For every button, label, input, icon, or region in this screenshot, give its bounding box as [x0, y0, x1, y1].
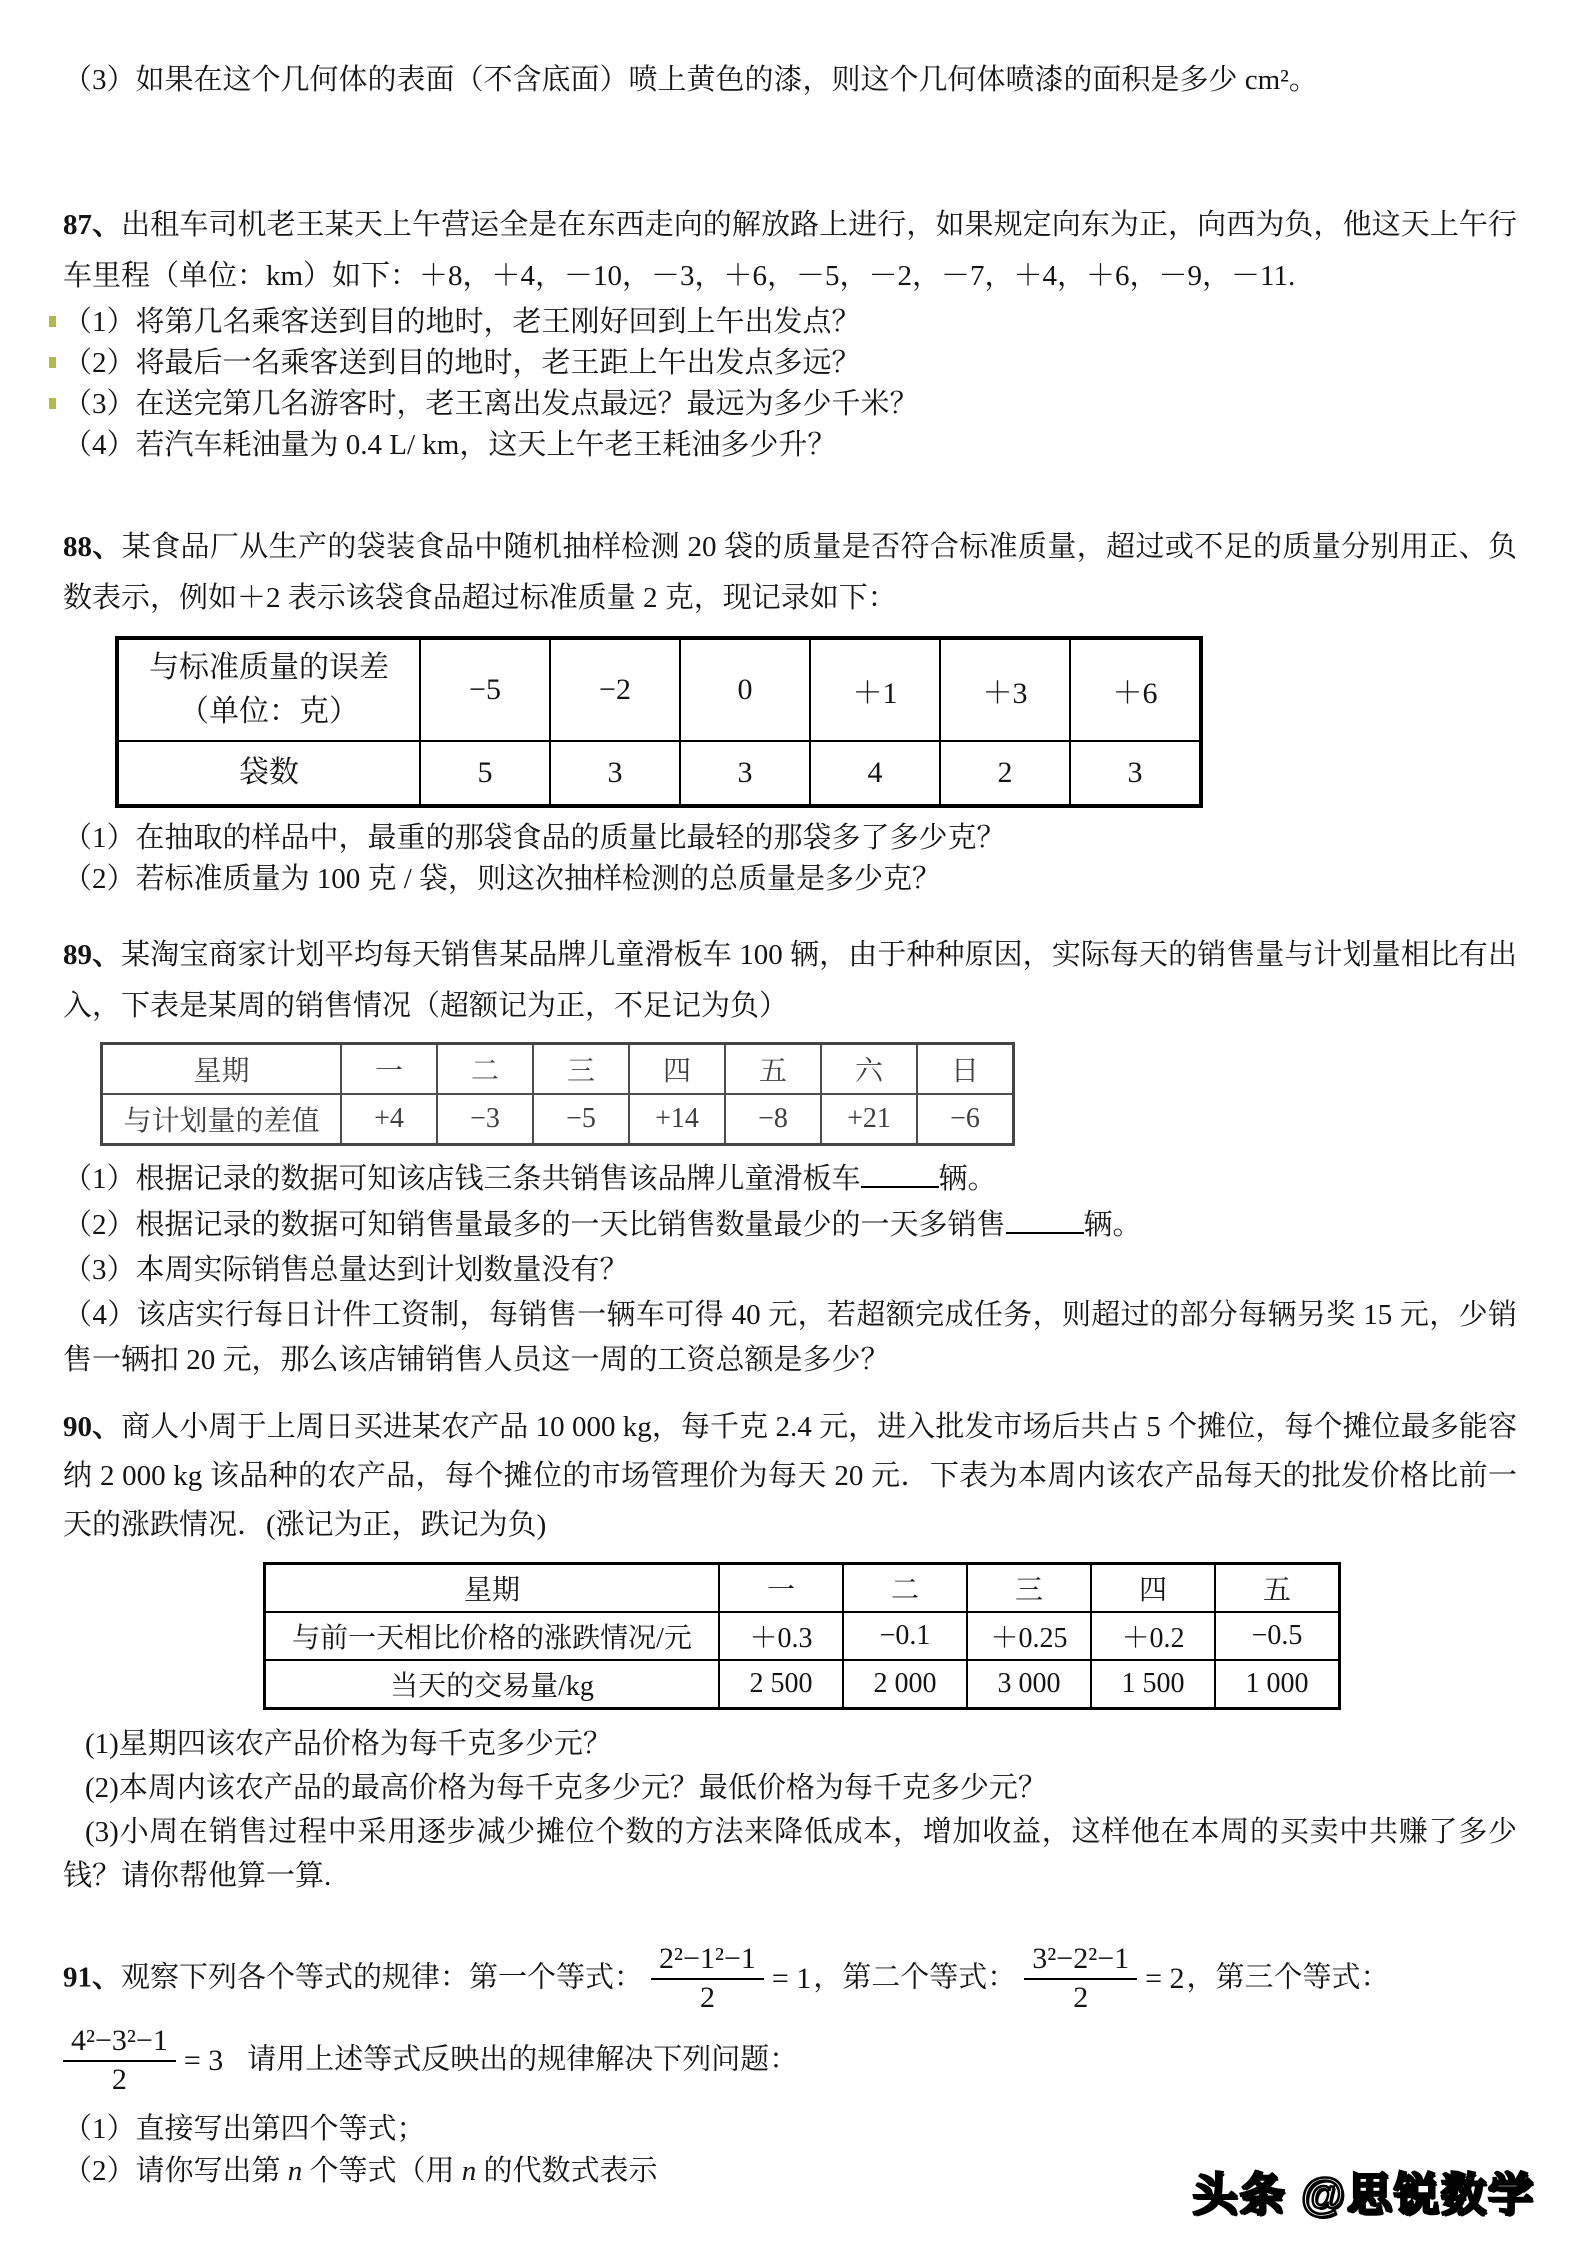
fraction-1-result: = 1 [771, 1961, 812, 1995]
table-cell: −5 [533, 1094, 629, 1145]
problem-89-q4 [63, 1293, 1517, 1383]
table-cell: 5 [420, 741, 550, 806]
problem-89 [63, 930, 1517, 1383]
fraction-1 [651, 1942, 764, 2014]
table-cell: 3 [680, 741, 810, 806]
fraction-2-numerator: 3²−2²−1 [1024, 1942, 1137, 1980]
problem-88-q1 [63, 818, 1517, 859]
problem-91-q2-part: （2）请你写出第 [63, 2155, 288, 2187]
table-cell: 3 [550, 741, 680, 806]
table-cell: +21 [821, 1094, 917, 1145]
table-cell: 3 000 [967, 1660, 1091, 1709]
problem-89-q4-text: （4）该店实行每日计件工资制，每销售一辆车可得 40 元，若超额完成任务，则超过的部分每辆另奖 15 元，少销售一辆扣 20 元，那么该店铺销售人员这一周的工资总额是多少？ [63, 1299, 1517, 1376]
problem-87-q1-text: （1）将第几名乘客送到目的地时，老王刚好回到上午出发点？ [63, 306, 861, 338]
price-change-table [263, 1562, 1341, 1710]
problem-90-q3-text: (3)小周在销售过程中采用逐步减少摊位个数的方法来降低成本，增加收益，这样他在本周的买卖中共赚了多少钱？请你帮他算一算. [63, 1816, 1517, 1892]
problem-88-stem [63, 522, 1517, 624]
table-cell: −8 [725, 1094, 821, 1145]
table-row-label: 当天的交易量/kg [265, 1660, 720, 1709]
table-row-label: 与计划量的差值 [102, 1094, 342, 1145]
table-row [102, 1044, 1014, 1095]
table-cell: −5 [420, 638, 550, 741]
variable-n: n [461, 2155, 477, 2187]
problem-90-stem [63, 1403, 1517, 1550]
table-row-label-line2: （单位：克） [179, 695, 359, 728]
problem-87-q4 [63, 425, 1517, 466]
fraction-3-result: = 3 [183, 2043, 224, 2077]
table-cell: 1 500 [1091, 1660, 1215, 1709]
table-row [117, 741, 1201, 806]
problem-89-q2-text: （2）根据记录的数据可知销售量最多的一天比销售数量最少的一天多销售 [63, 1209, 1006, 1241]
table-cell: 三 [967, 1564, 1091, 1613]
problem-90-number: 90、 [63, 1411, 122, 1443]
intro-question: （3）如果在这个几何体的表面（不含底面）喷上黄色的漆，则这个几何体喷漆的面积是多少 cm²。 [63, 64, 1318, 96]
table-cell: 三 [533, 1044, 629, 1095]
fraction-3 [63, 2024, 176, 2096]
problem-91-lead: 观察下列各个等式的规律：第一个等式： [121, 1961, 644, 1994]
table-cell: +4 [341, 1094, 437, 1145]
fraction-2-denominator: 2 [1073, 1981, 1089, 2014]
problem-91-q2-part: 个等式（用 [302, 2155, 462, 2187]
problem-90-q1 [63, 1722, 1517, 1766]
problem-87-q4-text: （4）若汽车耗油量为 0.4 L/ km，这天上午老王耗油多少升？ [63, 429, 837, 461]
mass-error-table [115, 636, 1203, 808]
highlight-tick-icon [49, 357, 56, 368]
highlight-tick-icon [49, 398, 56, 409]
problem-88-q2 [63, 859, 1517, 900]
problem-91-q1 [63, 2108, 1517, 2150]
problem-87-q2 [63, 343, 1517, 384]
table-cell: −0.1 [843, 1612, 967, 1660]
table-cell: ＋6 [1070, 638, 1201, 741]
problem-89-q3-text: （3）本周实际销售总量达到计划数量没有？ [63, 1254, 629, 1286]
table-row-label-line1: 与标准质量的误差 [149, 651, 389, 684]
answer-blank [861, 1156, 939, 1188]
problem-91-after-text: 请用上述等式反映出的规律解决下列问题： [247, 2043, 799, 2076]
problem-91-number: 91、 [63, 1961, 122, 1994]
table-cell: 一 [341, 1044, 437, 1095]
watermark-toutiao-sirui-math: 头条 @思锐数学 [1192, 2169, 1535, 2220]
problem-88-q2-text: （2）若标准质量为 100 克 / 袋，则这次抽样检测的总质量是多少克？ [63, 863, 942, 895]
table-cell: ＋3 [940, 638, 1070, 741]
table-row [102, 1094, 1014, 1145]
table-cell: 1 000 [1215, 1660, 1340, 1709]
problem-89-number: 89、 [63, 939, 122, 971]
table-row [265, 1660, 1340, 1709]
problem-91-equations-line2 [63, 2024, 1517, 2096]
problem-88-q1-text: （1）在抽取的样品中，最重的那袋食品的质量比最轻的那袋多了多少克？ [63, 822, 1006, 854]
problem-89-stem [63, 930, 1517, 1032]
problem-89-q2-suffix: 辆。 [1083, 1209, 1142, 1241]
table-cell: 四 [1091, 1564, 1215, 1613]
problem-91 [63, 1942, 1517, 2192]
table-cell: −2 [550, 638, 680, 741]
problem-91-sep2: ，第三个等式： [1186, 1961, 1390, 1994]
problem-89-q1-text: （1）根据记录的数据可知该店钱三条共销售该品牌儿童滑板车 [63, 1163, 861, 1195]
problem-88-number: 88、 [63, 531, 122, 563]
table-cell: 五 [1215, 1564, 1340, 1613]
table-row [117, 638, 1201, 741]
fraction-3-denominator: 2 [111, 2063, 127, 2096]
fraction-1-numerator: 2²−1²−1 [651, 1942, 764, 1980]
table-cell: 0 [680, 638, 810, 741]
table-row-label [117, 638, 420, 741]
table-row [265, 1564, 1340, 1613]
problem-89-q1 [63, 1156, 1517, 1202]
problem-90 [63, 1403, 1517, 1898]
table-cell: 4 [810, 741, 940, 806]
table-cell: 四 [629, 1044, 725, 1095]
fraction-3-numerator: 4²−3²−1 [63, 2024, 176, 2062]
problem-90-q2 [63, 1766, 1517, 1810]
problem-87 [63, 200, 1517, 466]
problem-87-q3 [63, 384, 1517, 425]
problem-90-text: 商人小周于上周日买进某农产品 10 000 kg，每千克 2.4 元，进入批发市场后共占 5 个摊位，每个摊位最多能容纳 2 000 kg 该品种的农产品，每个摊位的市场管理价为每天 20 元．下表为本周内该农产品每天的批发价格比前一天的涨跌情况．(涨记为正，跌记为负) [63, 1411, 1517, 1541]
table-cell: 五 [725, 1044, 821, 1095]
problem-87-q1 [63, 302, 1517, 343]
problem-87-text: 出租车司机老王某天上午营运全是在东西走向的解放路上进行，如果规定向东为正，向西为负，他这天上午行车里程（单位：km）如下：＋8，＋4，－10，－3，＋6，－5，－2，－7，＋4，＋6，－9，－11. [63, 209, 1517, 292]
problem-90-q3 [41, 1810, 1517, 1898]
table-cell: −3 [437, 1094, 533, 1145]
table-cell: −0.5 [1215, 1612, 1340, 1660]
table-cell: ＋0.2 [1091, 1612, 1215, 1660]
answer-blank [1006, 1202, 1084, 1234]
table-cell: 3 [1070, 741, 1201, 806]
table-cell: ＋0.3 [719, 1612, 843, 1660]
problem-89-q3 [63, 1248, 1517, 1293]
problem-91-sep1: ，第二个等式： [813, 1961, 1017, 1994]
problem-89-q1-suffix: 辆。 [938, 1163, 997, 1195]
table-cell: +14 [629, 1094, 725, 1145]
problem-88-text: 某食品厂从生产的袋装食品中随机抽样检测 20 袋的质量是否符合标准质量，超过或不足的质量分别用正、负数表示，例如＋2 表示该袋食品超过标准质量 2 克，现记录如下： [63, 531, 1517, 614]
table-cell: 六 [821, 1044, 917, 1095]
problem-91-q1-text: （1）直接写出第四个等式； [63, 2113, 426, 2145]
table-cell: 二 [843, 1564, 967, 1613]
highlight-tick-icon [49, 316, 56, 327]
variable-n: n [287, 2155, 303, 2187]
table-cell: 日 [917, 1044, 1014, 1095]
table-cell: 2 500 [719, 1660, 843, 1709]
table-cell: 二 [437, 1044, 533, 1095]
table-row-label: 星期 [265, 1564, 720, 1613]
table-cell: 2 [940, 741, 1070, 806]
problem-87-number: 87、 [63, 209, 122, 241]
problem-90-q1-text: (1)星期四该农产品价格为每千克多少元？ [85, 1728, 612, 1760]
table-cell: −6 [917, 1094, 1014, 1145]
problem-91-equations-line1 [63, 1942, 1517, 2014]
problem-87-stem [63, 200, 1517, 302]
table-row-label: 与前一天相比价格的涨跌情况/元 [265, 1612, 720, 1660]
fraction-1-denominator: 2 [699, 1981, 715, 2014]
table-cell: ＋0.25 [967, 1612, 1091, 1660]
table-cell: 一 [719, 1564, 843, 1613]
fraction-2 [1024, 1942, 1137, 2014]
table-cell: ＋1 [810, 638, 940, 741]
table-row [265, 1612, 1340, 1660]
problem-89-q2 [63, 1202, 1517, 1248]
problem-87-q2-text: （2）将最后一名乘客送到目的地时，老王距上午出发点多远？ [63, 347, 861, 379]
problem-89-text: 某淘宝商家计划平均每天销售某品牌儿童滑板车 100 辆，由于种种原因，实际每天的销售量与计划量相比有出入，下表是某周的销售情况（超额记为正，不足记为负） [63, 939, 1517, 1022]
problem-91-q2-part: 的代数式表示 [476, 2155, 658, 2187]
problem-87-q3-text: （3）在送完第几名游客时，老王离出发点最远？最远为多少千米？ [63, 388, 919, 420]
fraction-2-result: = 2 [1145, 1961, 1185, 1995]
table-row-label: 袋数 [117, 741, 420, 806]
table-cell: 2 000 [843, 1660, 967, 1709]
problem-90-q2-text: (2)本周内该农产品的最高价格为每千克多少元？最低价格为每千克多少元？ [85, 1772, 1047, 1804]
problem-88 [63, 522, 1517, 900]
weekly-sales-table [100, 1042, 1015, 1146]
table-row-label: 星期 [102, 1044, 342, 1095]
